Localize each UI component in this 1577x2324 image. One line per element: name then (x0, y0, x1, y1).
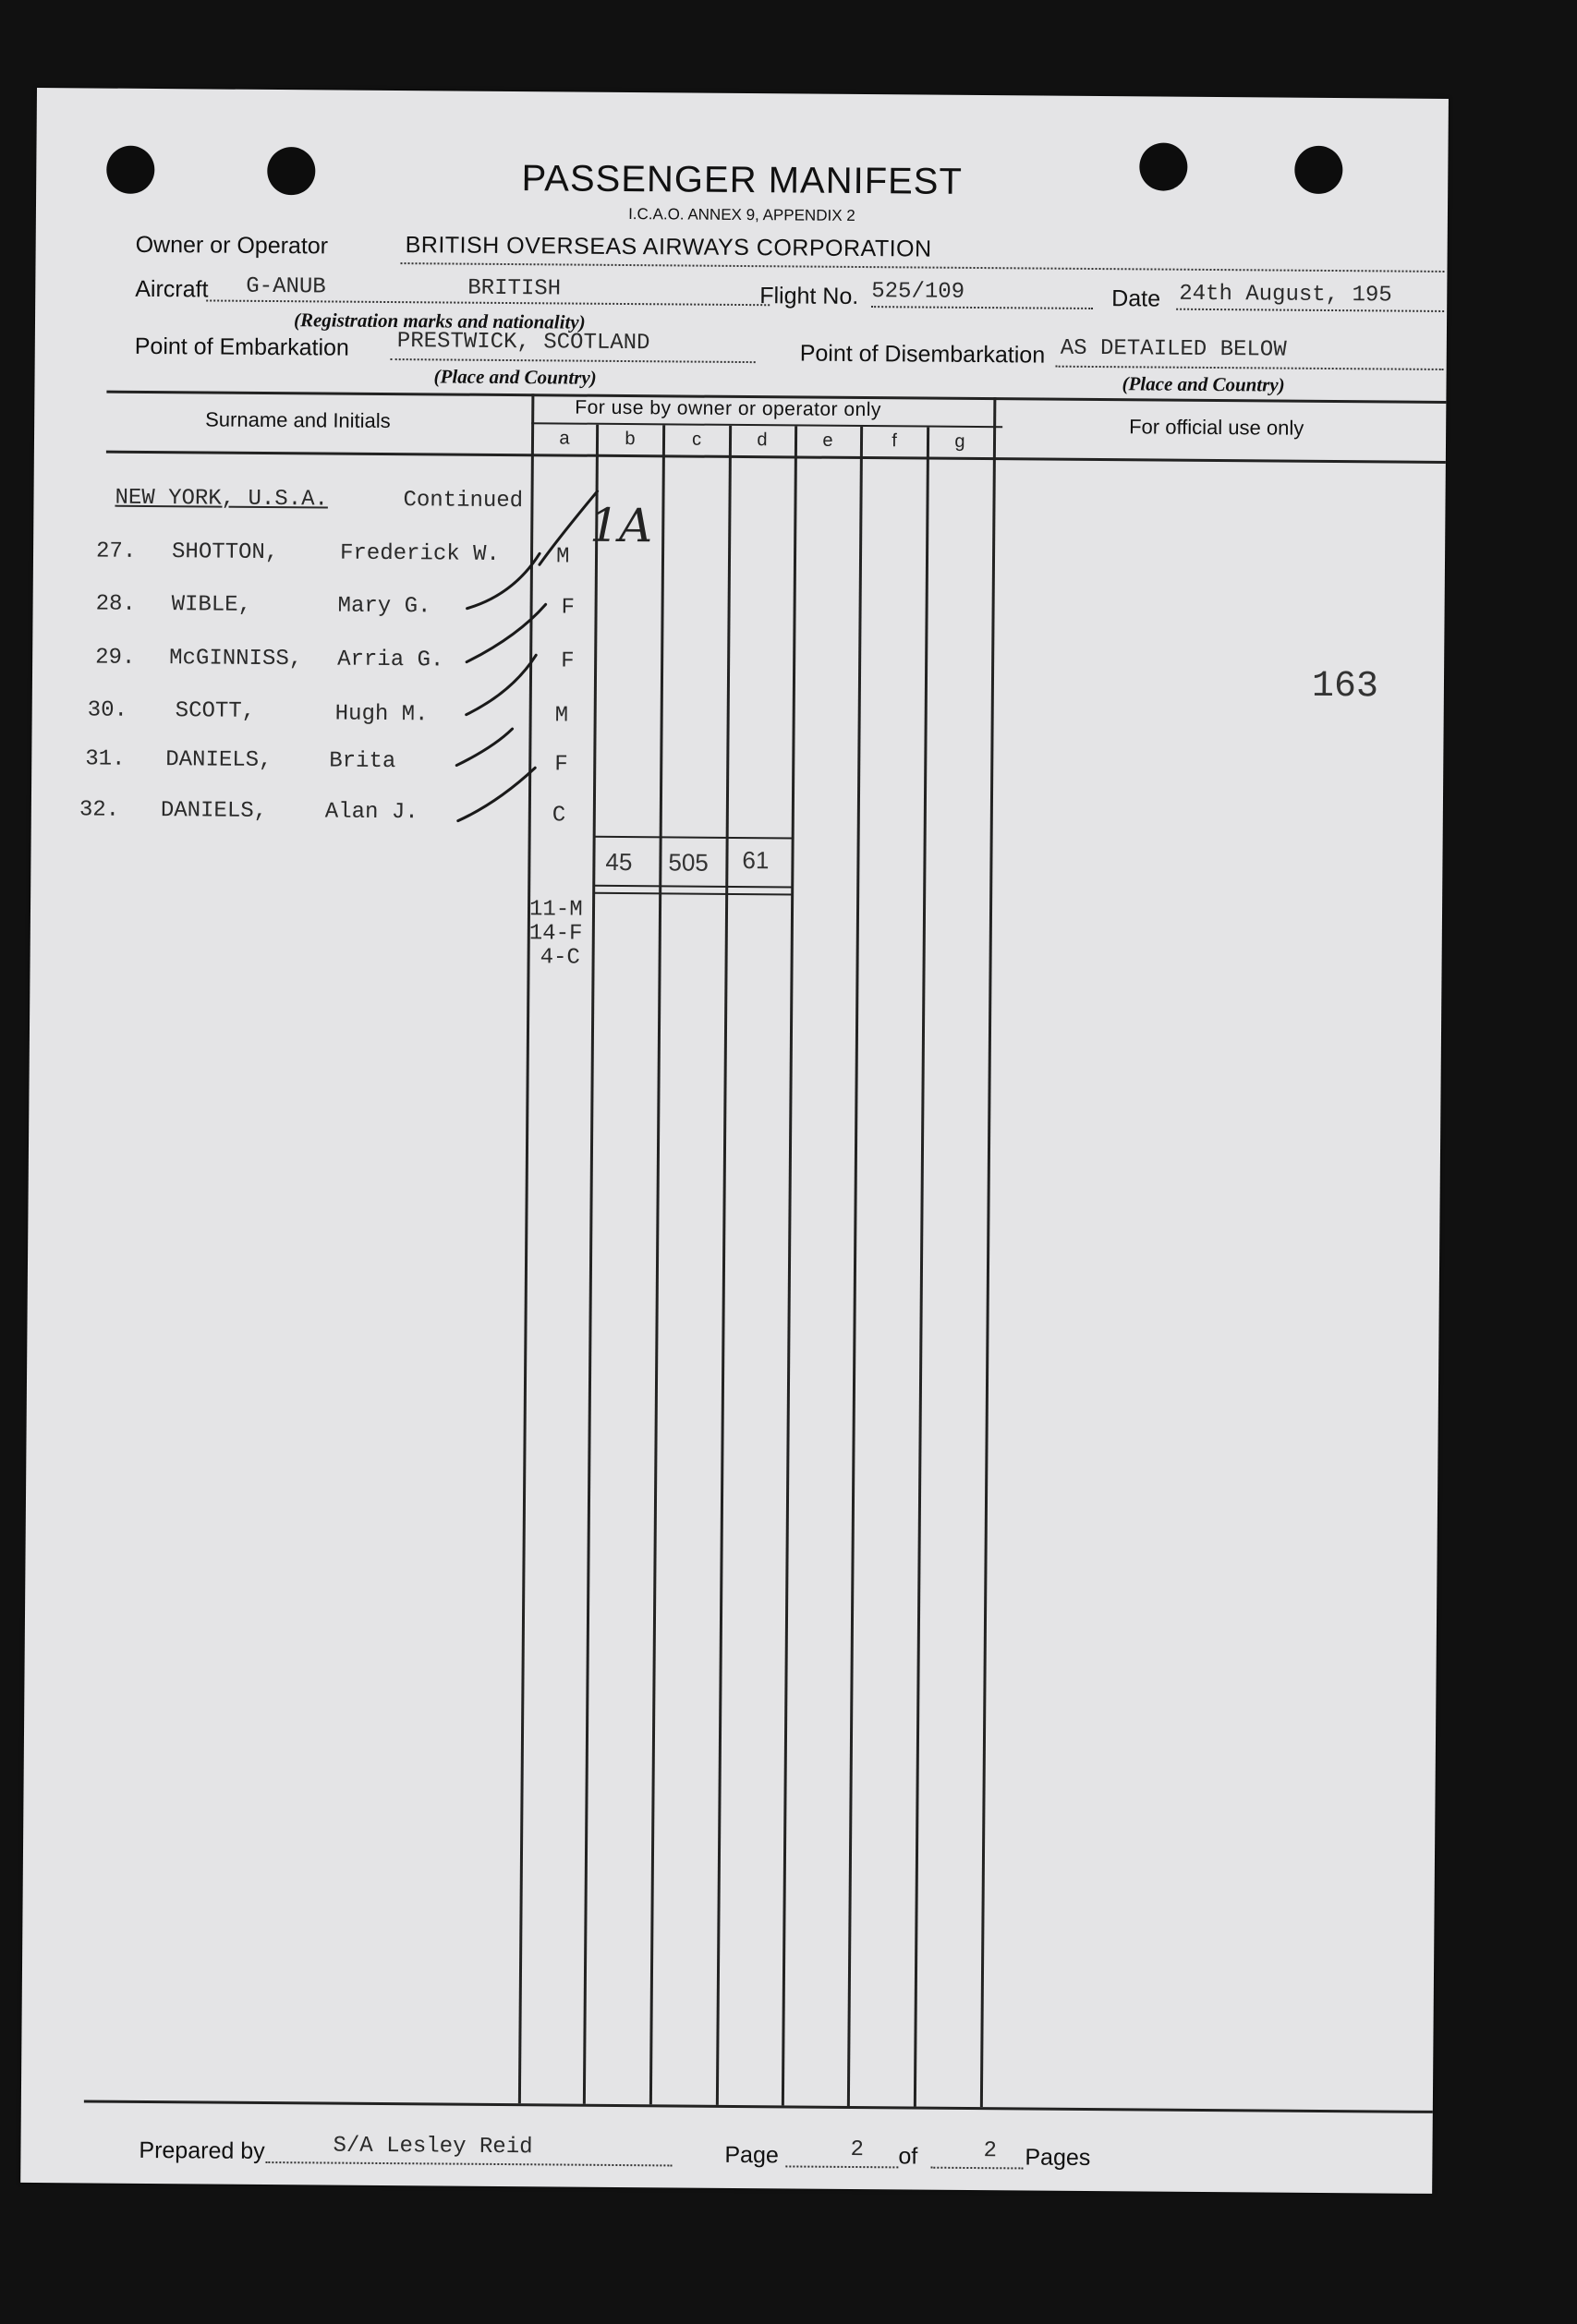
column-header-c: c (691, 429, 702, 450)
check-mark-icon (458, 768, 535, 822)
row-given-name: Alan J. (324, 799, 419, 826)
embarkation-value: PRESTWICK, SCOTLAND (396, 329, 650, 357)
row-surname: SHOTTON, (171, 539, 279, 566)
summary-female: 14-F (528, 921, 583, 947)
row-number: 31. (85, 746, 126, 772)
row-code: C (552, 803, 566, 829)
manifest-sheet (20, 88, 1449, 2194)
surname-column-header: Surname and Initials (205, 407, 391, 433)
official-use-header: For official use only (1129, 415, 1304, 440)
page-label: Page (724, 2141, 779, 2169)
summary-male: 11-M (528, 897, 583, 923)
row-number: 32. (79, 797, 120, 823)
embarkation-label: Point of Embarkation (134, 333, 349, 361)
row-number: 27. (95, 539, 137, 564)
pages-value: 2 (983, 2138, 998, 2164)
check-mark-icon (467, 604, 545, 663)
aircraft-nationality: BRITISH (467, 275, 562, 302)
row-given-name: Brita (329, 748, 396, 775)
column-header-b: b (625, 429, 636, 450)
row-code: F (561, 595, 576, 621)
aircraft-caption: (Registration marks and nationality) (293, 309, 586, 333)
row-code: F (561, 648, 575, 674)
row-given-name: Frederick W. (339, 540, 500, 567)
row-surname: DANIELS, (165, 747, 273, 774)
page-dotted-line (785, 2165, 898, 2168)
aircraft-registration: G-ANUB (246, 273, 326, 300)
section-destination: NEW YORK, U.S.A. (115, 485, 329, 513)
pages-dotted-line (930, 2167, 1023, 2170)
flight-value: 525/109 (871, 279, 965, 305)
date-value: 24th August, 195 (1179, 281, 1392, 309)
flight-label: Flight No. (759, 283, 859, 309)
check-marks (30, 88, 1449, 930)
check-mark-icon (456, 729, 512, 766)
prepared-by-label: Prepared by (139, 2136, 265, 2165)
check-mark-icon (467, 553, 540, 610)
page-value: 2 (850, 2136, 865, 2163)
table-bottom-rule (84, 2100, 1433, 2112)
embarkation-caption: (Place and Country) (433, 365, 597, 389)
row-code: M (555, 544, 570, 570)
row-surname: McGINNISS, (169, 646, 303, 672)
page-subtitle: I.C.A.O. ANNEX 9, APPENDIX 2 (628, 205, 855, 224)
column-header-e: e (822, 430, 833, 451)
column-header-d: d (757, 430, 768, 451)
row-surname: DANIELS, (160, 798, 268, 824)
section-continued: Continued (403, 488, 524, 514)
date-label: Date (1111, 285, 1161, 312)
disembarkation-value: AS DETAILED BELOW (1060, 335, 1287, 363)
column-header-f: f (892, 430, 897, 452)
disembarkation-caption: (Place and Country) (1122, 372, 1285, 396)
aircraft-label: Aircraft (135, 275, 209, 303)
owner-value: BRITISH OVERSEAS AIRWAYS CORPORATION (405, 232, 932, 262)
prepared-dotted-line (265, 2161, 672, 2166)
total-d: 61 (742, 846, 770, 875)
column-header-a: a (559, 428, 570, 449)
row-number: 28. (95, 591, 136, 617)
row-number: 30. (87, 697, 128, 723)
row-given-name: Hugh M. (334, 701, 429, 728)
owner-use-header: For use by owner or operator only (575, 396, 882, 421)
disembarkation-label: Point of Disembarkation (799, 340, 1046, 369)
summary-child: 4-C (540, 945, 580, 971)
row-given-name: Arria G. (337, 647, 444, 673)
row-given-name: Mary G. (337, 593, 431, 620)
check-mark-icon (540, 490, 598, 564)
check-mark-icon (467, 655, 537, 716)
handwritten-mark: 1A (589, 498, 653, 553)
row-surname: WIBLE, (171, 592, 252, 618)
official-page-stamp: 163 (1311, 665, 1379, 708)
row-code: M (554, 703, 569, 729)
of-label: of (898, 2143, 918, 2170)
pages-label: Pages (1025, 2144, 1091, 2172)
row-surname: SCOTT, (175, 698, 256, 724)
row-number: 29. (95, 645, 136, 671)
row-code: F (554, 752, 568, 778)
prepared-by-value: S/A Lesley Reid (333, 2133, 533, 2161)
owner-label: Owner or Operator (135, 231, 329, 260)
total-c: 505 (668, 848, 709, 877)
column-header-g: g (954, 430, 965, 452)
page-title: PASSENGER MANIFEST (521, 158, 964, 202)
total-b: 45 (605, 847, 633, 877)
